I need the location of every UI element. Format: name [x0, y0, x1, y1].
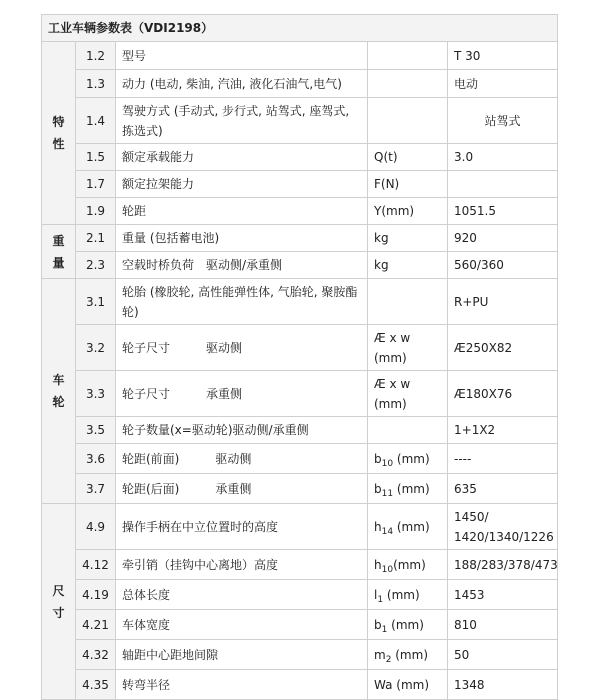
row-value: 站驾式 [448, 98, 558, 144]
row-value: 560/360 [448, 252, 558, 279]
table-row [42, 252, 558, 279]
row-value: 1453 [448, 580, 558, 610]
row-number: 1.9 [76, 198, 116, 225]
row-description: 型号 [116, 42, 368, 70]
category-dimensions: 尺寸 [42, 504, 76, 700]
row-number: 4.35 [76, 670, 116, 700]
row-unit: $h_{10}(mm)$ [368, 550, 448, 580]
table-row [42, 504, 558, 550]
row-description: 轮子尺寸 承重侧 [116, 371, 368, 417]
row-number: 1.2 [76, 42, 116, 70]
row-unit: kg [368, 225, 448, 252]
row-description: 轮子数量(x=驱动轮)驱动侧/承重侧 [116, 417, 368, 444]
row-number: 3.5 [76, 417, 116, 444]
row-value: 1450/ 1420/1340/1226 [448, 504, 558, 550]
table-row [42, 474, 558, 504]
category-features: 特性 [42, 42, 76, 225]
row-value: Æ250X82 [448, 325, 558, 371]
row-value: 188/283/378/473 [448, 550, 558, 580]
row-description: 重量 (包括蓄电池) [116, 225, 368, 252]
row-unit [368, 42, 448, 70]
row-value: 1051.5 [448, 198, 558, 225]
row-description: 轴距中心距地间隙 [116, 640, 368, 670]
row-description: 动力 (电动, 柴油, 汽油, 液化石油气,电气) [116, 70, 368, 98]
table-row [42, 42, 558, 70]
row-description: 轮距(前面) 驱动侧 [116, 444, 368, 474]
row-unit: kg [368, 252, 448, 279]
row-number: 4.12 [76, 550, 116, 580]
category-weight: 重量 [42, 225, 76, 279]
row-number: 1.7 [76, 171, 116, 198]
table-row [42, 371, 558, 417]
row-unit: $h_{14}$ (mm) [368, 504, 448, 550]
row-unit: $b_{11}$ (mm) [368, 474, 448, 504]
row-unit [368, 70, 448, 98]
row-unit: Y(mm) [368, 198, 448, 225]
row-description: 轮距 [116, 198, 368, 225]
row-number: 2.1 [76, 225, 116, 252]
row-number: 1.5 [76, 144, 116, 171]
row-description: 操作手柄在中立位置时的高度 [116, 504, 368, 550]
row-description: 空载时桥负荷 驱动侧/承重侧 [116, 252, 368, 279]
row-unit: $l_1$ (mm) [368, 580, 448, 610]
row-number: 4.9 [76, 504, 116, 550]
row-unit: $b_{10}$ (mm) [368, 444, 448, 474]
row-description: 轮距(后面) 承重侧 [116, 474, 368, 504]
row-unit [368, 98, 448, 144]
row-value [448, 171, 558, 198]
table-row [42, 70, 558, 98]
row-number: 3.7 [76, 474, 116, 504]
row-unit [368, 279, 448, 325]
table-row [42, 444, 558, 474]
table-row [42, 325, 558, 371]
row-description: 牵引销（挂钩中心离地）高度 [116, 550, 368, 580]
row-unit: Æ x w (mm) [368, 371, 448, 417]
row-number: 3.6 [76, 444, 116, 474]
row-description: 总体长度 [116, 580, 368, 610]
row-description: 驾驶方式 (手动式, 步行式, 站驾式, 座驾式, 拣选式) [116, 98, 368, 144]
table-title: 工业车辆参数表（VDI2198） [42, 15, 558, 42]
row-number: 4.19 [76, 580, 116, 610]
table-row [42, 171, 558, 198]
vdi-spec-table [41, 14, 558, 700]
row-unit [368, 417, 448, 444]
table-row [42, 417, 558, 444]
row-value: R+PU [448, 279, 558, 325]
table-row [42, 98, 558, 144]
row-description: 轮胎 (橡胶轮, 高性能弹性体, 气胎轮, 聚胺酯轮) [116, 279, 368, 325]
category-wheels: 车轮 [42, 279, 76, 504]
row-description: 额定拉架能力 [116, 171, 368, 198]
row-unit: $m_2$ (mm) [368, 640, 448, 670]
row-value: T 30 [448, 42, 558, 70]
row-unit: Wa (mm) [368, 670, 448, 700]
row-value: 810 [448, 610, 558, 640]
row-number: 2.3 [76, 252, 116, 279]
row-unit: Æ x w (mm) [368, 325, 448, 371]
row-value: 635 [448, 474, 558, 504]
row-unit: Q(t) [368, 144, 448, 171]
row-description: 转弯半径 [116, 670, 368, 700]
row-description: 额定承载能力 [116, 144, 368, 171]
row-value: 920 [448, 225, 558, 252]
row-number: 1.3 [76, 70, 116, 98]
table-row [42, 550, 558, 580]
table-row [42, 144, 558, 171]
table-row [42, 198, 558, 225]
table-row [42, 225, 558, 252]
table-row [42, 279, 558, 325]
row-description: 轮子尺寸 驱动侧 [116, 325, 368, 371]
title-row [42, 15, 558, 42]
table-row [42, 610, 558, 640]
row-value: 50 [448, 640, 558, 670]
row-unit: $b_1$ (mm) [368, 610, 448, 640]
row-number: 3.2 [76, 325, 116, 371]
row-value: 3.0 [448, 144, 558, 171]
row-value: 1348 [448, 670, 558, 700]
row-value: ---- [448, 444, 558, 474]
table-row [42, 640, 558, 670]
row-value: Æ180X76 [448, 371, 558, 417]
row-value: 1+1X2 [448, 417, 558, 444]
row-number: 1.4 [76, 98, 116, 144]
row-description: 车体宽度 [116, 610, 368, 640]
row-value: 电动 [448, 70, 558, 98]
row-number: 4.21 [76, 610, 116, 640]
table-row [42, 580, 558, 610]
table-row [42, 670, 558, 700]
row-number: 4.32 [76, 640, 116, 670]
row-number: 3.3 [76, 371, 116, 417]
row-unit: F(N) [368, 171, 448, 198]
row-number: 3.1 [76, 279, 116, 325]
